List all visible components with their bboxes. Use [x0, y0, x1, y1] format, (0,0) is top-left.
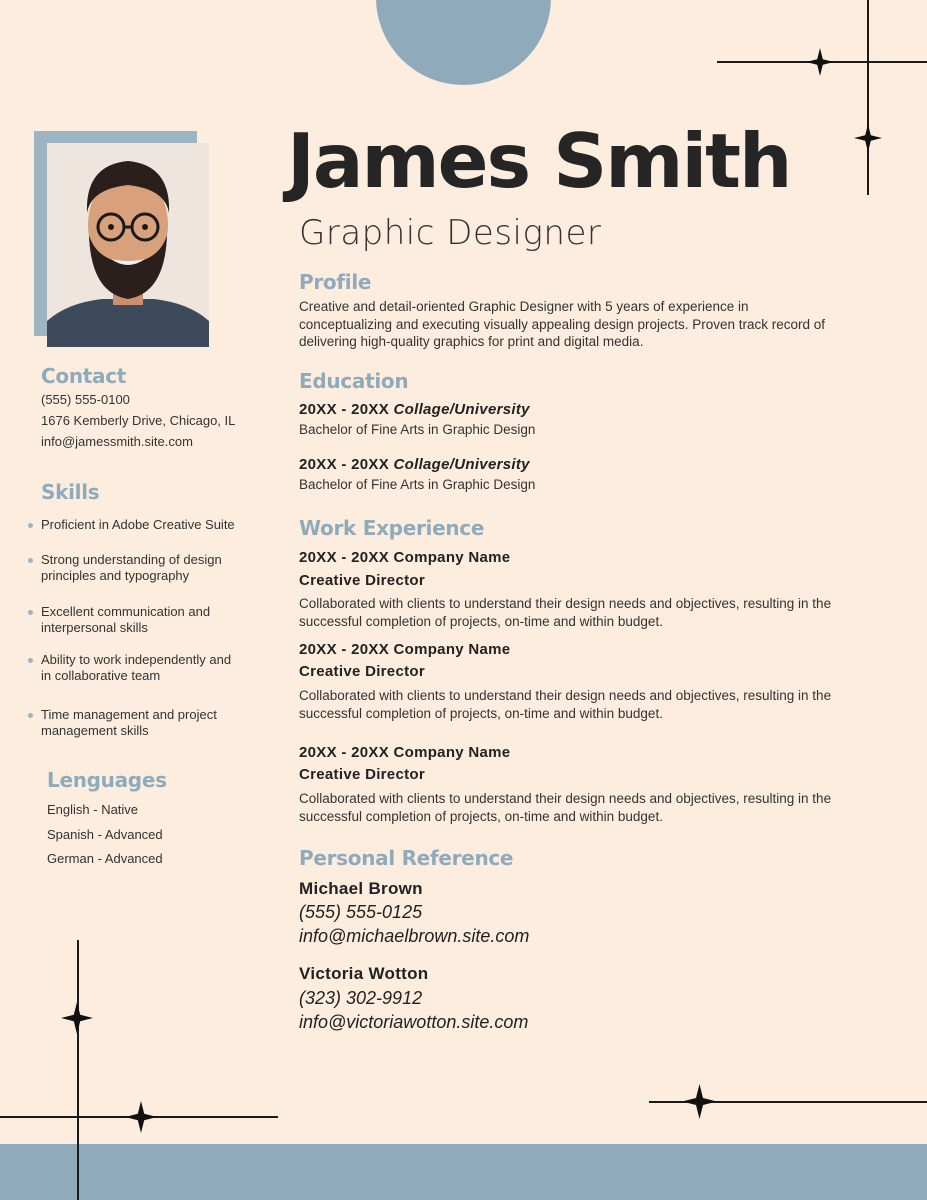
work-entry-line: 20XX - 20XX Company Name	[299, 549, 511, 566]
reference-email: info@victoriawotton.site.com	[299, 1012, 529, 1032]
reference-phone: (323) 302-9912	[299, 988, 423, 1008]
bullet-icon	[28, 610, 33, 615]
work-entry-desc: Collaborated with clients to understand their design needs and objectives, resulting in the successful completion of projects, on-time and within budget.	[299, 791, 832, 824]
skill-item	[41, 517, 271, 533]
language-item: English - Native	[47, 802, 139, 817]
profile-heading: Profile	[299, 270, 372, 294]
education-entry	[299, 401, 530, 418]
reference-phone: (555) 555-0125	[299, 902, 423, 922]
skill-text: Strong understanding of design principles and typography	[41, 552, 222, 583]
education-degree: Bachelor of Fine Arts in Graphic Design	[299, 422, 536, 437]
sparkle-icon	[125, 1101, 157, 1133]
candidate-name: James Smith	[287, 117, 791, 205]
sparkle-icon	[61, 1002, 93, 1034]
reference-name: Victoria Wotton	[299, 964, 429, 983]
work-entry-role: Creative Director	[299, 663, 425, 680]
education-degree: Bachelor of Fine Arts in Graphic Design	[299, 477, 536, 492]
work-entry-line: 20XX - 20XX Company Name	[299, 641, 511, 658]
skill-item	[41, 552, 256, 584]
languages-heading: Lenguages	[47, 768, 167, 792]
contact-email: info@jamessmith.site.com	[41, 434, 193, 449]
language-item: Spanish - Advanced	[47, 827, 163, 842]
education-school: Collage/University	[393, 401, 530, 418]
skill-text: Time management and project management skills	[41, 707, 217, 738]
education-heading: Education	[299, 369, 409, 393]
skills-heading: Skills	[41, 480, 100, 504]
skill-item	[41, 707, 221, 739]
skill-text: Excellent communication and interpersonal skills	[41, 604, 211, 635]
sparkle-icon	[682, 1084, 717, 1119]
bullet-icon	[28, 658, 33, 663]
work-entry-desc: Collaborated with clients to understand their design needs and objectives, resulting in the successful completion of projects, on-time and within budget.	[299, 596, 832, 629]
education-years: 20XX - 20XX	[299, 456, 390, 473]
education-entry	[299, 456, 530, 473]
skill-item	[41, 652, 236, 684]
sparkle-icon	[854, 124, 882, 152]
profile-text: Creative and detail-oriented Graphic Designer with 5 years of experience in conceptualizing and executing visually appealing design projects. Proven track record of delivering high-quality graphics for print and digital media.	[299, 299, 826, 349]
work-entry-desc: Collaborated with clients to understand their design needs and objectives, resulting in the successful completion of projects, on-time and within budget.	[299, 688, 832, 721]
references-heading: Personal Reference	[299, 846, 514, 870]
work-entry-role: Creative Director	[299, 572, 425, 589]
bullet-icon	[28, 558, 33, 563]
work-entry-line: 20XX - 20XX Company Name	[299, 744, 511, 761]
profile-photo	[47, 143, 209, 347]
bullet-icon	[28, 523, 33, 528]
contact-address: 1676 Kemberly Drive, Chicago, IL	[41, 413, 236, 428]
language-item: German - Advanced	[47, 851, 163, 866]
work-heading: Work Experience	[299, 516, 485, 540]
decorative-line	[77, 940, 79, 1200]
education-years: 20XX - 20XX	[299, 401, 390, 418]
bullet-icon	[28, 713, 33, 718]
sparkle-icon	[806, 48, 834, 76]
person-illustration-icon	[47, 143, 209, 347]
skill-item	[41, 604, 241, 636]
reference-name: Michael Brown	[299, 879, 423, 898]
reference-email: info@michaelbrown.site.com	[299, 926, 530, 946]
contact-heading: Contact	[41, 364, 127, 388]
footer-band	[0, 1144, 927, 1200]
skill-text: Ability to work independently and in collaborative team	[41, 652, 232, 683]
work-entry-role: Creative Director	[299, 766, 425, 783]
decorative-line	[867, 0, 869, 195]
candidate-title: Graphic Designer	[299, 213, 602, 253]
skill-text: Proficient in Adobe Creative Suite	[41, 517, 235, 532]
education-school: Collage/University	[393, 456, 530, 473]
contact-phone: (555) 555-0100	[41, 392, 130, 407]
decorative-circle	[376, 0, 551, 85]
